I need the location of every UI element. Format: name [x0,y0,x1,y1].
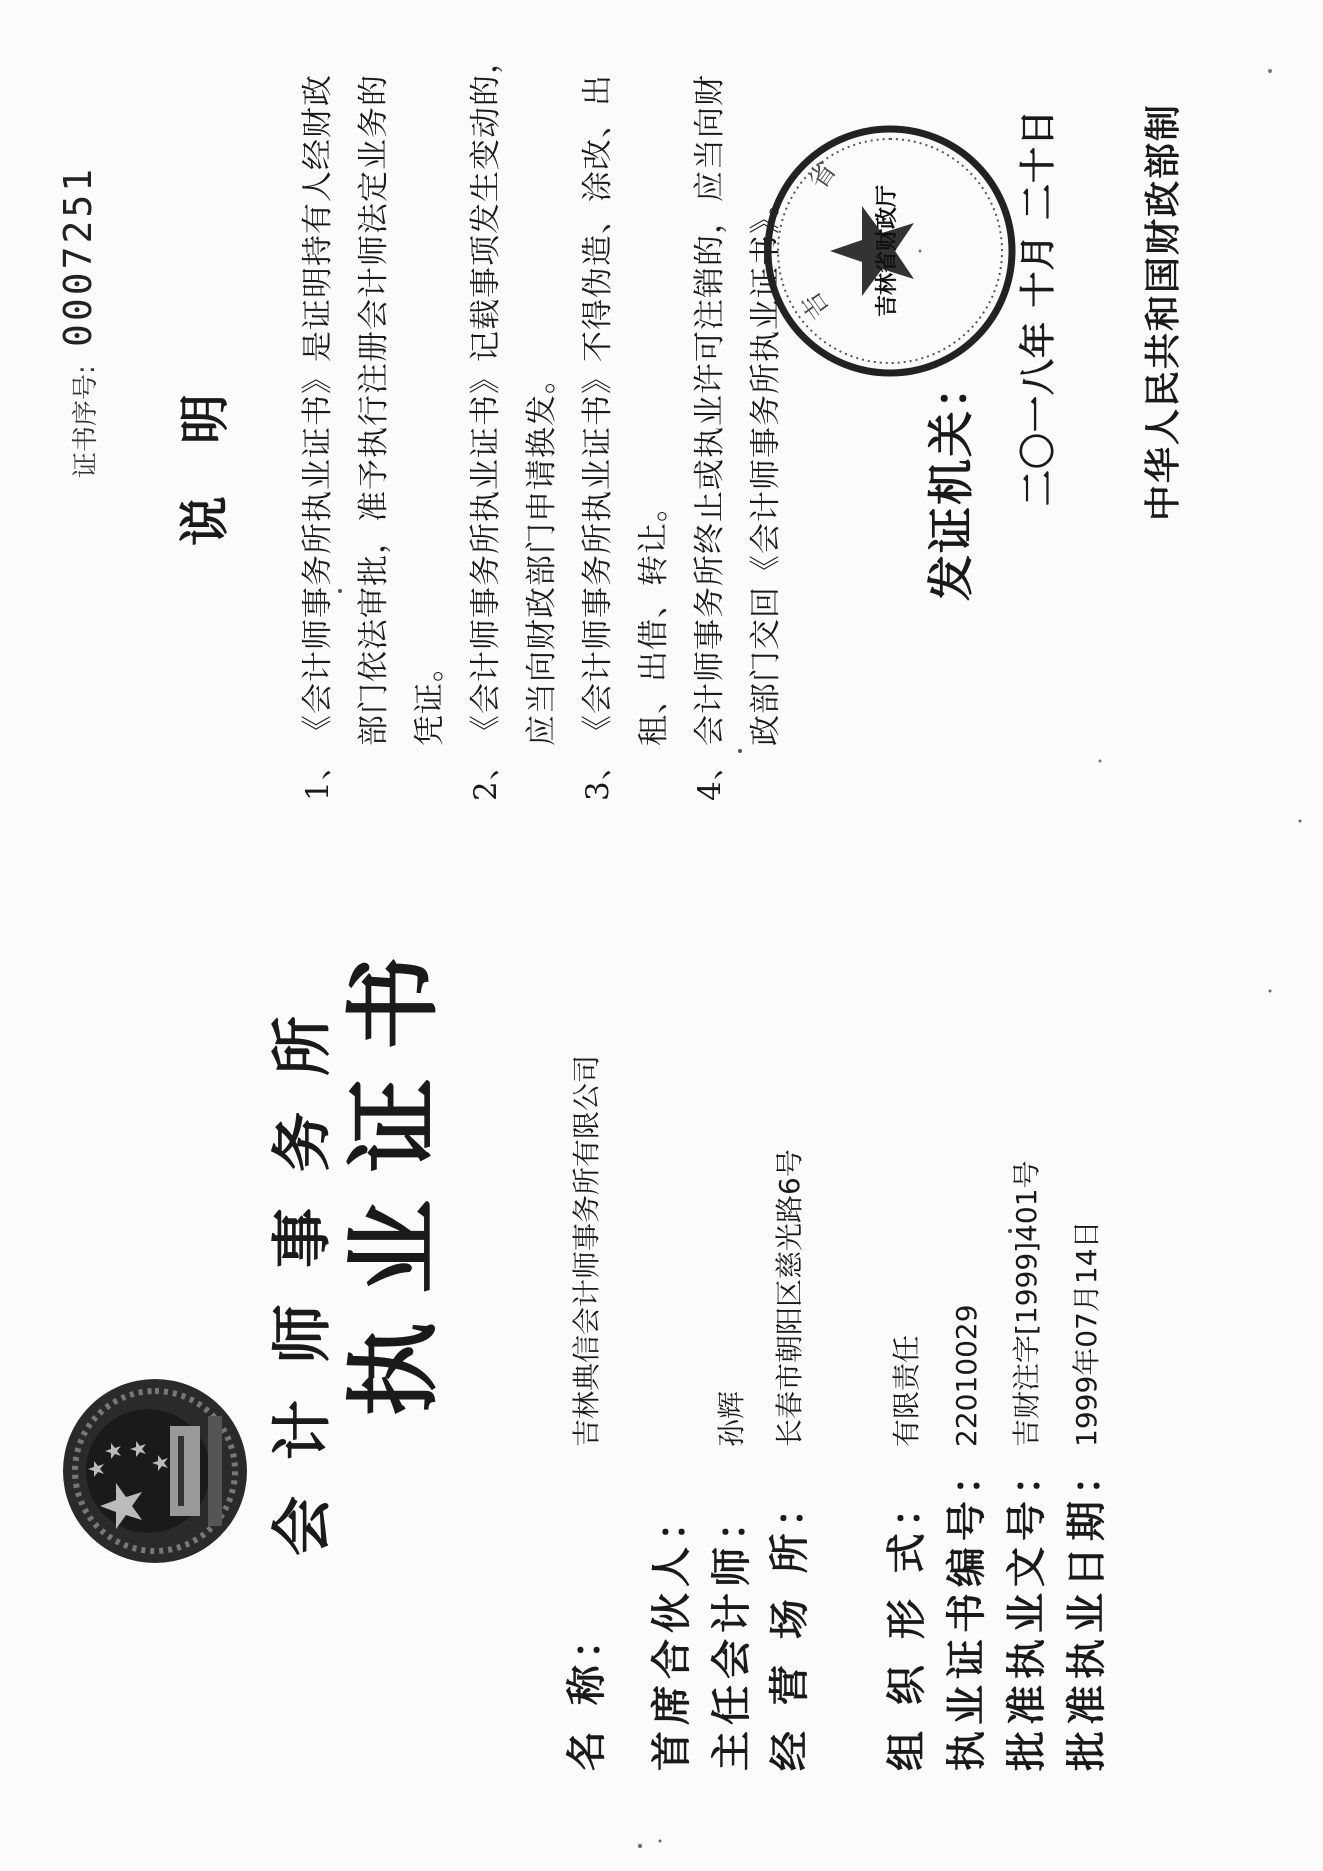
field-approval-date-label: 批准执业日期： [1063,1449,1110,1771]
field-license-number-label: 执业证书编号： [943,1449,990,1771]
desc-item-line: 《会计师事务所执业证书》是证明持有人经财政 [300,74,336,746]
field-license-number-value: 22010029 [950,1304,983,1447]
field-name [555,1055,612,1771]
seal-text: 吉林省财政厅 [874,185,900,318]
serial-number: 0007251 [56,165,100,347]
field-organization-form-value: 有限责任 [890,1334,923,1447]
issuing-authority: 发证机关： [924,361,978,601]
field-business-premises [758,1149,815,1771]
serial-label: 证书序号: [71,365,101,478]
field-approval-document [995,1160,1052,1771]
desc-item-line: 会计师事务所终止或执业许可注销的，应当向财 [692,74,728,746]
description-title: 说明 [175,342,234,546]
field-approval-document-label: 批准执业文号： [1003,1449,1050,1771]
field-chief-partner-label: 首席合伙人： [648,1495,695,1771]
field-chief-accountant-value: 孙辉 [715,1390,748,1447]
desc-item-line: 政部门交回《会计师事务所执业证书》。 [748,185,784,746]
desc-item-num: 3、 [580,748,616,801]
desc-item-line: 《会计师事务所执业证书》不得伪造、涂改、出 [580,74,616,746]
field-approval-date-value: 1999年07月14日 [1070,1220,1103,1447]
desc-item-line: 《会计师事务所执业证书》记载事项发生变动的， [468,42,504,746]
svg-text:省: 省 [803,156,843,196]
field-license-number [935,1304,992,1771]
svg-text:吉: 吉 [796,285,836,325]
desc-item-num: 4、 [692,748,728,801]
field-chief-accountant-label: 主任会计师： [708,1495,755,1771]
desc-item-line: 应当向财政部门申请换发。 [524,362,560,746]
field-chief-partner [640,1447,697,1771]
field-business-premises-label: 经 营 场 所： [766,1481,813,1771]
certificate-subtitle: 会计师事务所 [268,980,338,1556]
desc-item-num: 1、 [300,748,336,801]
field-approval-date [1055,1220,1112,1771]
issue-date: 二〇一八年 十月 二十日 [1017,108,1059,506]
desc-item-line: 凭证。 [412,650,448,746]
desc-item-line: 部门依法审批，准予执行注册会计师法定业务的 [356,74,392,746]
field-organization-form [875,1335,932,1771]
desc-item-num: 2、 [468,748,504,801]
field-chief-accountant [700,1391,757,1771]
field-name-label: 名 称： [563,1613,610,1771]
national-emblem-icon [60,1376,250,1566]
field-name-value: 吉林典信会计师事务所有限公司 [570,1054,603,1447]
certificate-title: 执业证书 [339,927,449,1416]
desc-item-line: 租、出借、转让。 [636,490,672,746]
field-approval-document-value: 吉财注字[1999]401号 [1010,1160,1043,1447]
field-organization-form-label: 组 织 形 式： [883,1481,930,1771]
field-business-premises-value: 长春市朝阳区慈光路6号 [773,1149,806,1447]
ministry-footer: 中华人民共和国财政部制 [1142,102,1184,521]
